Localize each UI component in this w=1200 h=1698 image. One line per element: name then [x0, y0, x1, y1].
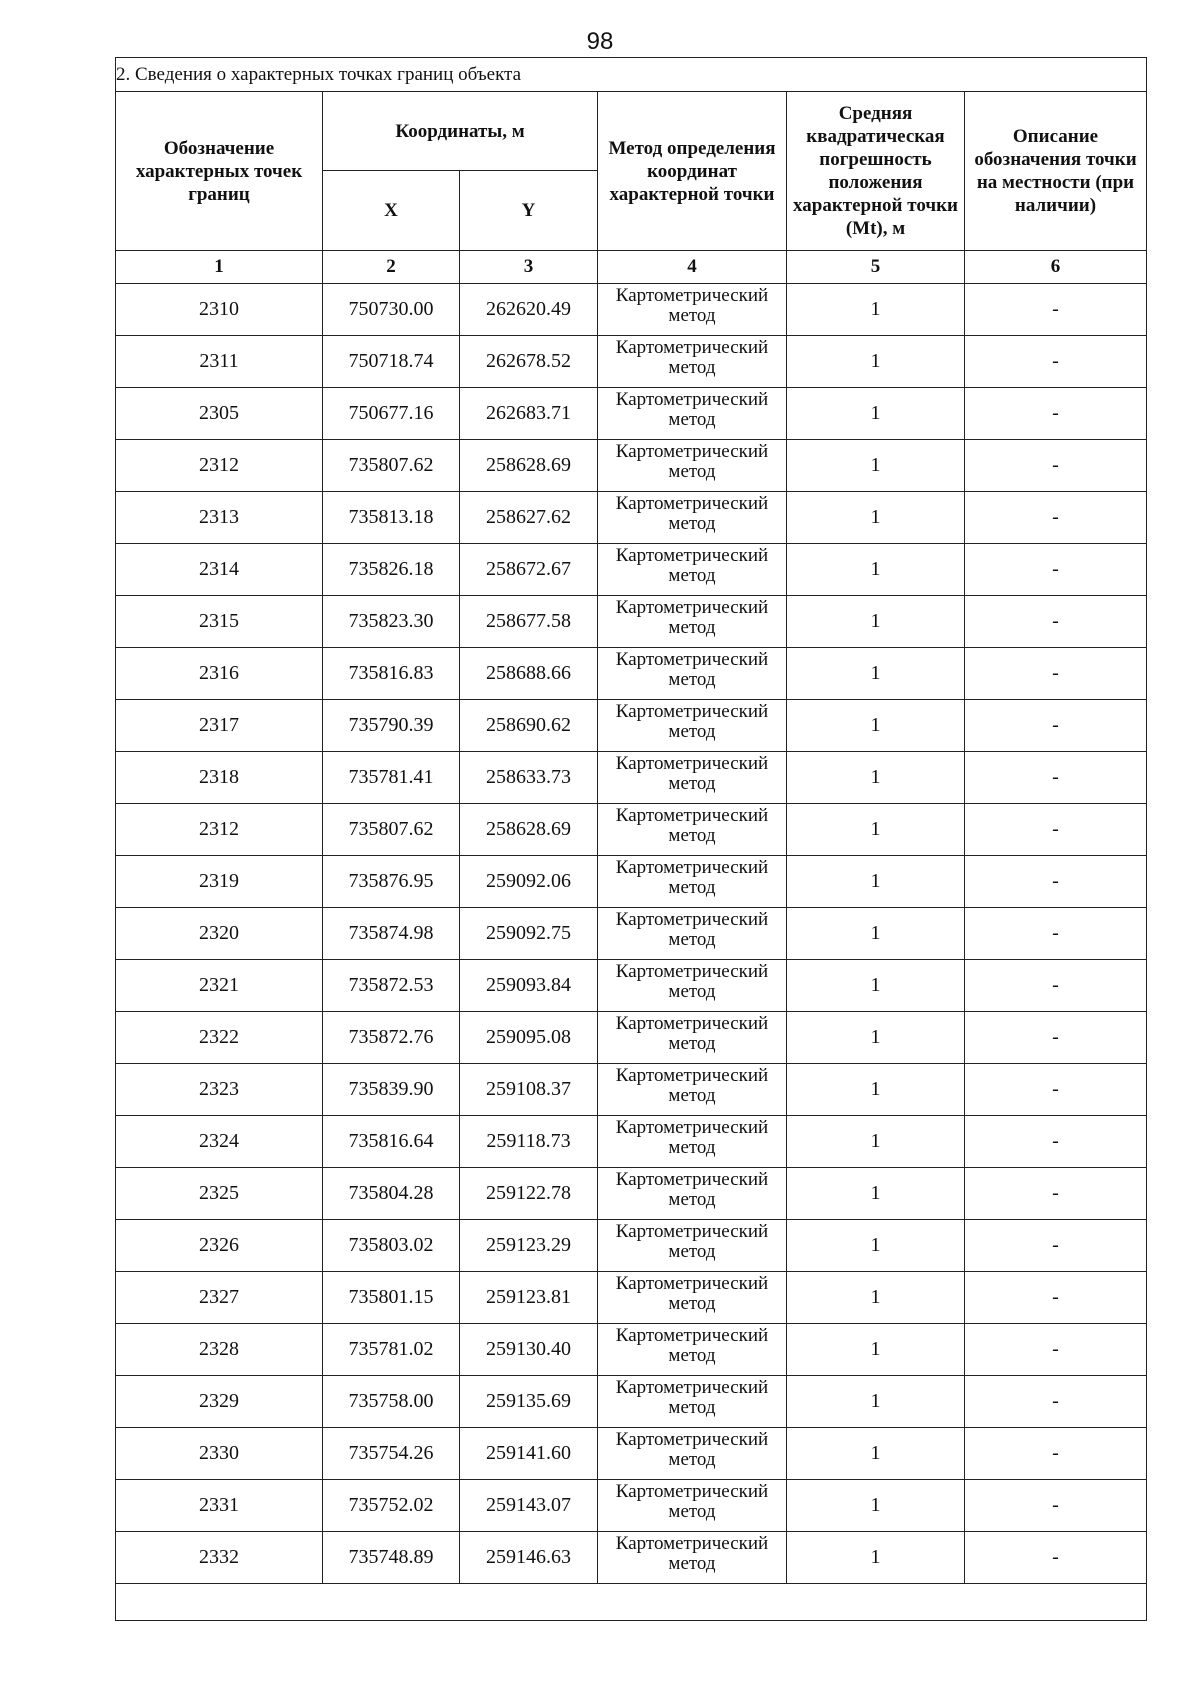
method-cell [598, 700, 787, 752]
point-id: 2321 [116, 960, 323, 1012]
point-id: 2317 [116, 700, 323, 752]
method-line-2: метод [668, 461, 716, 482]
method-cell [598, 1116, 787, 1168]
column-number: 3 [460, 251, 598, 284]
point-id: 2322 [116, 1012, 323, 1064]
method-line-1: Картометрический [615, 1117, 769, 1138]
coord-x: 735823.30 [323, 596, 460, 648]
coord-y: 258628.69 [460, 440, 598, 492]
error-value: 1 [787, 284, 965, 336]
error-value: 1 [787, 596, 965, 648]
coord-y: 259092.75 [460, 908, 598, 960]
header-designation: Обозначение характерных точек границ [116, 92, 323, 251]
coord-y: 259122.78 [460, 1168, 598, 1220]
coord-x: 735839.90 [323, 1064, 460, 1116]
table-row [116, 1376, 1147, 1428]
coord-x: 735790.39 [323, 700, 460, 752]
method-line-2: метод [668, 825, 716, 846]
description-value: - [965, 1324, 1147, 1376]
coord-x: 735807.62 [323, 804, 460, 856]
description-value: - [965, 752, 1147, 804]
description-value: - [965, 1012, 1147, 1064]
description-value: - [965, 1168, 1147, 1220]
coord-y: 258627.62 [460, 492, 598, 544]
method-line-1: Картометрический [615, 1429, 769, 1450]
header-x: X [323, 171, 460, 251]
method-line-1: Картометрический [615, 649, 769, 670]
section-title: 2. Сведения о характерных точках границ объекта [116, 58, 1147, 92]
method-line-1: Картометрический [615, 961, 769, 982]
coord-x: 735874.98 [323, 908, 460, 960]
coord-x: 750718.74 [323, 336, 460, 388]
boundary-points-table [115, 57, 1147, 1621]
method-line-2: метод [668, 1345, 716, 1366]
column-number: 5 [787, 251, 965, 284]
error-value: 1 [787, 1272, 965, 1324]
coord-x: 735816.83 [323, 648, 460, 700]
table-row [116, 700, 1147, 752]
error-value: 1 [787, 1012, 965, 1064]
error-value: 1 [787, 856, 965, 908]
method-cell [598, 336, 787, 388]
method-cell [598, 1272, 787, 1324]
table-row [116, 1428, 1147, 1480]
method-line-1: Картометрический [615, 909, 769, 930]
coord-x: 735803.02 [323, 1220, 460, 1272]
coord-x: 735748.89 [323, 1532, 460, 1584]
error-value: 1 [787, 1376, 965, 1428]
column-number-row [116, 251, 1147, 284]
method-cell [598, 960, 787, 1012]
column-number: 4 [598, 251, 787, 284]
coord-x: 735781.41 [323, 752, 460, 804]
coord-y: 259141.60 [460, 1428, 598, 1480]
coord-x: 735752.02 [323, 1480, 460, 1532]
coord-y: 262620.49 [460, 284, 598, 336]
point-id: 2312 [116, 440, 323, 492]
method-line-1: Картометрический [615, 1273, 769, 1294]
coord-y: 262683.71 [460, 388, 598, 440]
table-row [116, 1532, 1147, 1584]
error-value: 1 [787, 388, 965, 440]
header-method: Метод определения координат характерной точки [598, 92, 787, 251]
method-line-1: Картометрический [615, 545, 769, 566]
error-value: 1 [787, 804, 965, 856]
table-row [116, 284, 1147, 336]
description-value: - [965, 908, 1147, 960]
coord-y: 259143.07 [460, 1480, 598, 1532]
header-y: Y [460, 171, 598, 251]
description-value: - [965, 1064, 1147, 1116]
method-line-1: Картометрический [615, 1221, 769, 1242]
method-line-2: метод [668, 773, 716, 794]
method-cell [598, 596, 787, 648]
coord-y: 259092.06 [460, 856, 598, 908]
coord-x: 735807.62 [323, 440, 460, 492]
method-line-2: метод [668, 1189, 716, 1210]
point-id: 2318 [116, 752, 323, 804]
description-value: - [965, 440, 1147, 492]
point-id: 2329 [116, 1376, 323, 1428]
method-line-2: метод [668, 1553, 716, 1574]
method-line-2: метод [668, 1137, 716, 1158]
header-row [116, 92, 1147, 171]
error-value: 1 [787, 1116, 965, 1168]
method-cell [598, 440, 787, 492]
table-row [116, 336, 1147, 388]
point-id: 2310 [116, 284, 323, 336]
point-id: 2330 [116, 1428, 323, 1480]
table-row [116, 804, 1147, 856]
method-cell [598, 1428, 787, 1480]
point-id: 2323 [116, 1064, 323, 1116]
point-id: 2315 [116, 596, 323, 648]
error-value: 1 [787, 544, 965, 596]
method-line-2: метод [668, 305, 716, 326]
method-line-1: Картометрический [615, 1169, 769, 1190]
method-line-2: метод [668, 409, 716, 430]
method-line-2: метод [668, 565, 716, 586]
coord-x: 735813.18 [323, 492, 460, 544]
method-line-2: метод [668, 1293, 716, 1314]
error-value: 1 [787, 440, 965, 492]
coord-y: 259123.81 [460, 1272, 598, 1324]
error-value: 1 [787, 752, 965, 804]
description-value: - [965, 336, 1147, 388]
coord-x: 735758.00 [323, 1376, 460, 1428]
point-id: 2320 [116, 908, 323, 960]
table-row [116, 1116, 1147, 1168]
point-id: 2316 [116, 648, 323, 700]
method-line-1: Картометрический [615, 337, 769, 358]
table-row [116, 960, 1147, 1012]
column-number: 6 [965, 251, 1147, 284]
method-line-2: метод [668, 1397, 716, 1418]
point-id: 2331 [116, 1480, 323, 1532]
coord-y: 259135.69 [460, 1376, 598, 1428]
description-value: - [965, 856, 1147, 908]
method-cell [598, 284, 787, 336]
method-line-2: метод [668, 617, 716, 638]
table-row [116, 752, 1147, 804]
method-line-1: Картометрический [615, 1481, 769, 1502]
coord-x: 750677.16 [323, 388, 460, 440]
error-value: 1 [787, 1168, 965, 1220]
table-row [116, 440, 1147, 492]
coord-y: 262678.52 [460, 336, 598, 388]
table-row [116, 596, 1147, 648]
method-line-2: метод [668, 669, 716, 690]
method-line-2: метод [668, 929, 716, 950]
table-row [116, 1168, 1147, 1220]
error-value: 1 [787, 700, 965, 752]
coord-x: 735826.18 [323, 544, 460, 596]
method-cell [598, 1324, 787, 1376]
point-id: 2325 [116, 1168, 323, 1220]
method-line-1: Картометрический [615, 805, 769, 826]
header-error: Средняя квадратическая погрешность положения характерной точки (Mt), м [787, 92, 965, 251]
coord-y: 258690.62 [460, 700, 598, 752]
error-value: 1 [787, 336, 965, 388]
method-cell [598, 648, 787, 700]
point-id: 2327 [116, 1272, 323, 1324]
point-id: 2314 [116, 544, 323, 596]
description-value: - [965, 1428, 1147, 1480]
coord-x: 735816.64 [323, 1116, 460, 1168]
method-line-1: Картометрический [615, 753, 769, 774]
point-id: 2326 [116, 1220, 323, 1272]
column-number: 1 [116, 251, 323, 284]
method-line-1: Картометрический [615, 389, 769, 410]
table-footer-row [116, 1584, 1147, 1621]
method-line-2: метод [668, 721, 716, 742]
error-value: 1 [787, 1324, 965, 1376]
description-value: - [965, 544, 1147, 596]
method-line-1: Картометрический [615, 285, 769, 306]
method-line-2: метод [668, 1033, 716, 1054]
coord-y: 258633.73 [460, 752, 598, 804]
method-line-1: Картометрический [615, 1013, 769, 1034]
method-cell [598, 1012, 787, 1064]
table-row [116, 1012, 1147, 1064]
method-cell [598, 388, 787, 440]
error-value: 1 [787, 492, 965, 544]
method-cell [598, 1220, 787, 1272]
description-value: - [965, 388, 1147, 440]
header-coordinates: Координаты, м [323, 92, 598, 171]
error-value: 1 [787, 1480, 965, 1532]
point-id: 2312 [116, 804, 323, 856]
coord-y: 259118.73 [460, 1116, 598, 1168]
point-id: 2319 [116, 856, 323, 908]
point-id: 2305 [116, 388, 323, 440]
description-value: - [965, 1116, 1147, 1168]
description-value: - [965, 596, 1147, 648]
table-row [116, 856, 1147, 908]
method-line-2: метод [668, 1449, 716, 1470]
error-value: 1 [787, 960, 965, 1012]
description-value: - [965, 804, 1147, 856]
method-line-2: метод [668, 513, 716, 534]
table-row [116, 1272, 1147, 1324]
description-value: - [965, 1272, 1147, 1324]
description-value: - [965, 700, 1147, 752]
method-line-2: метод [668, 1501, 716, 1522]
method-line-1: Картометрический [615, 493, 769, 514]
table-row [116, 1324, 1147, 1376]
method-line-2: метод [668, 1241, 716, 1262]
coord-x: 735801.15 [323, 1272, 460, 1324]
error-value: 1 [787, 1428, 965, 1480]
table-footer-cell [116, 1584, 1147, 1621]
coord-x: 735804.28 [323, 1168, 460, 1220]
table-row [116, 908, 1147, 960]
method-cell [598, 1480, 787, 1532]
description-value: - [965, 960, 1147, 1012]
table-row [116, 1220, 1147, 1272]
coord-x: 735754.26 [323, 1428, 460, 1480]
page-number: 98 [586, 28, 614, 55]
coord-y: 258628.69 [460, 804, 598, 856]
coord-y: 259130.40 [460, 1324, 598, 1376]
description-value: - [965, 1220, 1147, 1272]
method-line-2: метод [668, 357, 716, 378]
method-line-1: Картометрический [615, 1065, 769, 1086]
method-cell [598, 752, 787, 804]
description-value: - [965, 648, 1147, 700]
coord-y: 258688.66 [460, 648, 598, 700]
error-value: 1 [787, 1532, 965, 1584]
description-value: - [965, 1532, 1147, 1584]
coord-y: 258672.67 [460, 544, 598, 596]
method-line-1: Картометрический [615, 597, 769, 618]
coord-x: 735872.53 [323, 960, 460, 1012]
coord-y: 259146.63 [460, 1532, 598, 1584]
coord-x: 735781.02 [323, 1324, 460, 1376]
coord-x: 735876.95 [323, 856, 460, 908]
method-line-1: Картометрический [615, 1325, 769, 1346]
error-value: 1 [787, 1220, 965, 1272]
method-cell [598, 1064, 787, 1116]
coord-y: 259093.84 [460, 960, 598, 1012]
column-number: 2 [323, 251, 460, 284]
method-line-1: Картометрический [615, 1533, 769, 1554]
table-row [116, 648, 1147, 700]
method-cell [598, 1532, 787, 1584]
method-cell [598, 908, 787, 960]
point-id: 2328 [116, 1324, 323, 1376]
coord-y: 259095.08 [460, 1012, 598, 1064]
point-id: 2311 [116, 336, 323, 388]
error-value: 1 [787, 1064, 965, 1116]
section-title-row [116, 58, 1147, 92]
coord-y: 259108.37 [460, 1064, 598, 1116]
method-cell [598, 804, 787, 856]
method-line-1: Картометрический [615, 857, 769, 878]
method-line-1: Картометрический [615, 441, 769, 462]
method-cell [598, 492, 787, 544]
table-row [116, 388, 1147, 440]
point-id: 2313 [116, 492, 323, 544]
method-cell [598, 1168, 787, 1220]
table-body [116, 284, 1147, 1584]
method-line-2: метод [668, 981, 716, 1002]
header-description: Описание обозначения точки на местности (при наличии) [965, 92, 1147, 251]
method-line-1: Картометрический [615, 1377, 769, 1398]
point-id: 2324 [116, 1116, 323, 1168]
point-id: 2332 [116, 1532, 323, 1584]
error-value: 1 [787, 908, 965, 960]
method-cell [598, 1376, 787, 1428]
table-row [116, 544, 1147, 596]
table-row [116, 1064, 1147, 1116]
coord-y: 259123.29 [460, 1220, 598, 1272]
method-cell [598, 856, 787, 908]
description-value: - [965, 1376, 1147, 1428]
coord-x: 750730.00 [323, 284, 460, 336]
coord-x: 735872.76 [323, 1012, 460, 1064]
coord-y: 258677.58 [460, 596, 598, 648]
description-value: - [965, 284, 1147, 336]
description-value: - [965, 492, 1147, 544]
table-row [116, 492, 1147, 544]
error-value: 1 [787, 648, 965, 700]
description-value: - [965, 1480, 1147, 1532]
table-row [116, 1480, 1147, 1532]
method-line-2: метод [668, 1085, 716, 1106]
method-line-2: метод [668, 877, 716, 898]
method-cell [598, 544, 787, 596]
method-line-1: Картометрический [615, 701, 769, 722]
